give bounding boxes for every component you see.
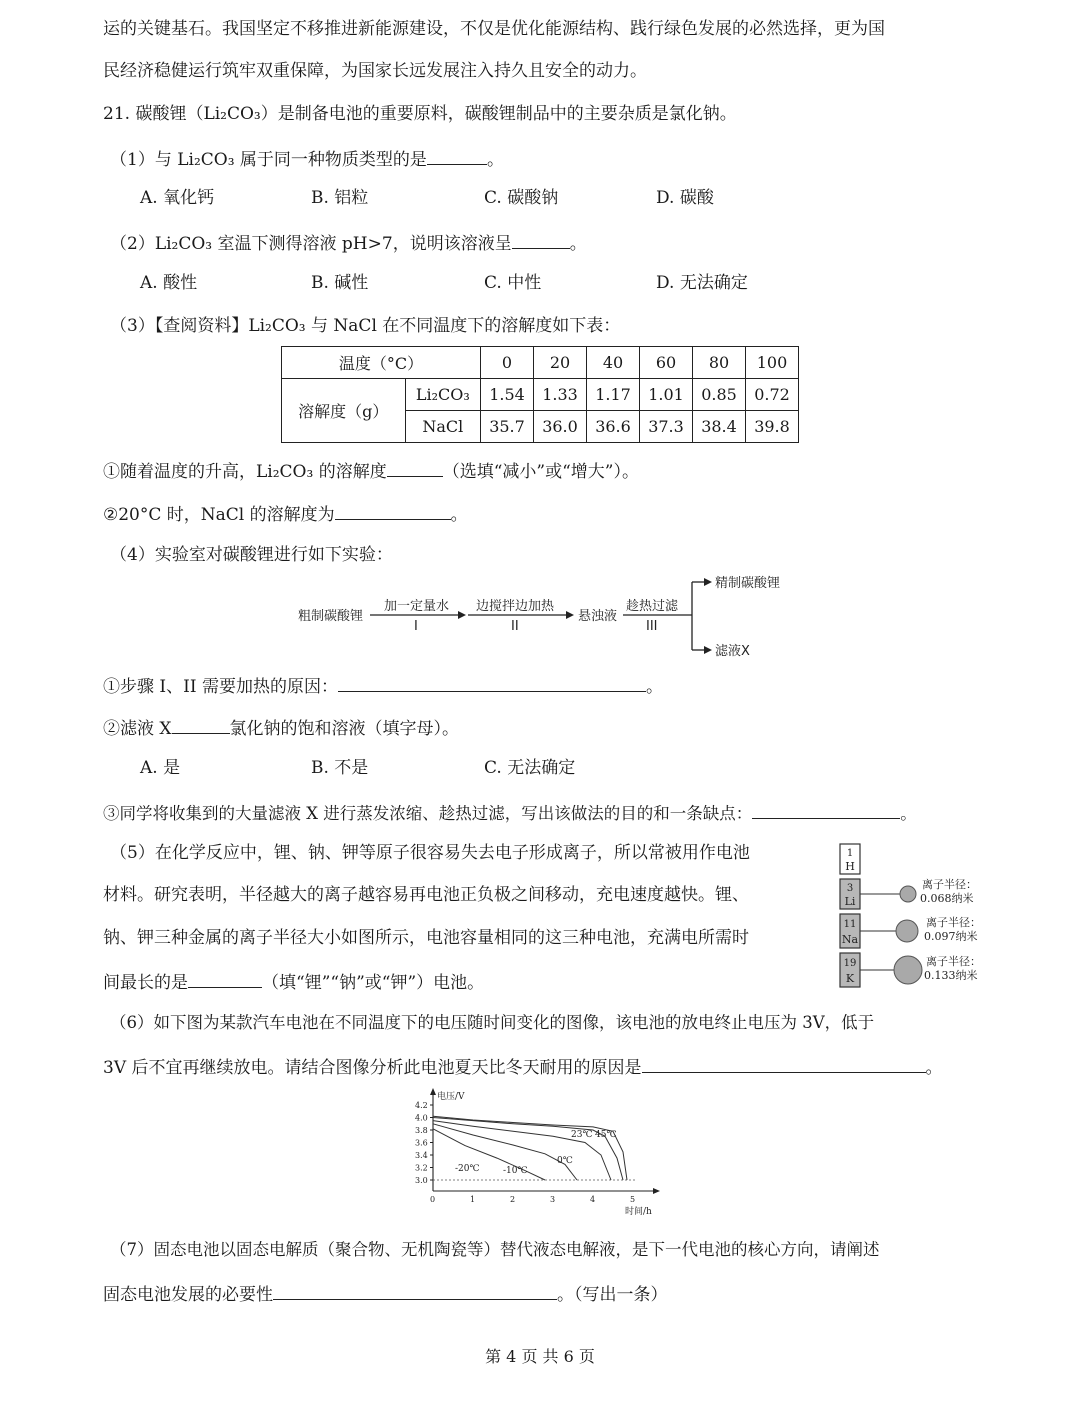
- value-cell: 1.17: [587, 379, 640, 411]
- q21-p5-line1: （5）在化学反应中，锂、钠、钾等原子很容易失去电子形成离子，所以常被用作电池: [110, 843, 750, 863]
- answer-blank-p3-2[interactable]: [335, 501, 451, 520]
- q21-p3-intro: （3）【查阅资料】Li₂CO₃ 与 NaCl 在不同温度下的溶解度如下表：: [110, 316, 621, 336]
- value-cell: 35.7: [481, 411, 534, 443]
- p4-option-c[interactable]: C. 无法确定: [484, 758, 576, 778]
- answer-blank-p4-1[interactable]: [338, 673, 646, 692]
- q21-p4-q1: ①步骤 I、II 需要加热的原因： 。: [103, 673, 663, 698]
- q21-p6-line1: （6）如下图为某款汽车电池在不同温度下的电压随时间变化的图像，该电池的放电终止电压为 3V，低于: [110, 1013, 875, 1032]
- element-k-symbol: K: [845, 972, 855, 985]
- na-ion-circle: [896, 920, 918, 942]
- flow-out-top: 精制碳酸锂: [715, 576, 781, 591]
- answer-blank-p7[interactable]: [273, 1281, 557, 1300]
- q21-p7-line2: 固态电池发展的必要性 。（写出一条）: [103, 1281, 668, 1306]
- answer-blank-p4-3[interactable]: [752, 800, 900, 819]
- value-cell: 39.8: [746, 411, 799, 443]
- answer-blank-p4-2[interactable]: [172, 715, 230, 734]
- k-radius-value: 0.133纳米: [924, 969, 978, 982]
- answer-blank-p2[interactable]: [512, 230, 570, 249]
- value-cell: 1.01: [640, 379, 693, 411]
- flow-step2-num: II: [511, 619, 519, 634]
- q21-stem: 21. 碳酸锂（Li₂CO₃）是制备电池的重要原料，碳酸锂制品中的主要杂质是氯化钠。: [103, 104, 737, 124]
- table-row: [282, 379, 799, 411]
- flow-middle: 悬浊液: [578, 609, 618, 624]
- x-tick-label: 0: [430, 1195, 436, 1204]
- na-radius-label: 离子半径：: [926, 916, 981, 929]
- q21-p3-q2: ②20°C 时，NaCl 的溶解度为 。: [103, 501, 468, 526]
- flow-start: 粗制碳酸锂: [298, 609, 364, 624]
- series-line-4: [433, 1129, 545, 1180]
- q21-p7-line1: （7）固态电池以固态电解质（聚合物、无机陶瓷等）替代液态电解液，是下一代电池的核心方向，请阐述: [110, 1240, 880, 1259]
- li-radius-value: 0.068纳米: [920, 892, 974, 905]
- p1-option-a[interactable]: A. 氧化钙: [140, 188, 215, 208]
- value-cell: 36.0: [534, 411, 587, 443]
- ion-radius-diagram: [838, 842, 1028, 992]
- flow-step1-label: 加一定量水: [384, 599, 450, 614]
- y-tick-label: 3.4: [415, 1151, 428, 1160]
- q21-p5-line3: 钠、钾三种金属的离子半径大小如图所示，电池容量相同的这三种电池，充满电所需时: [103, 928, 749, 948]
- flow-out-bottom: 滤液X: [715, 644, 750, 659]
- x-tick-label: 4: [590, 1195, 596, 1204]
- q21-p6-line2: 3V 后不宜再继续放电。请结合图像分析此电池夏天比冬天耐用的原因是 。: [103, 1054, 943, 1079]
- q21-p5-line2: 材料。研究表明，半径越大的离子越容易再电池正负极之间移动，充电速度越快。锂、: [103, 885, 749, 905]
- y-tick-label: 3.0: [415, 1176, 428, 1185]
- answer-blank-p5[interactable]: [188, 969, 262, 988]
- element-na-symbol: Na: [841, 933, 859, 946]
- p1-option-b[interactable]: B. 铝粒: [311, 188, 369, 208]
- series-label-minus10c: -10℃: [503, 1166, 528, 1176]
- y-axis-label: 电压/V: [437, 1092, 465, 1102]
- y-tick-label: 4.0: [415, 1113, 428, 1123]
- value-cell: 38.4: [693, 411, 746, 443]
- experiment-flowchart: [290, 570, 790, 662]
- temp-cell: 40: [587, 347, 640, 379]
- element-k-number: 19: [843, 958, 857, 969]
- temp-cell: 60: [640, 347, 693, 379]
- solubility-label: 溶解度（g）: [282, 379, 406, 443]
- row-name: NaCl: [405, 411, 480, 443]
- value-cell: 37.3: [640, 411, 693, 443]
- element-h-number: 1: [846, 848, 854, 859]
- p2-option-b[interactable]: B. 碱性: [311, 273, 369, 293]
- p2-option-c[interactable]: C. 中性: [484, 273, 542, 293]
- p4-option-a[interactable]: A. 是: [140, 758, 181, 778]
- k-ion-circle: [894, 956, 922, 984]
- x-axis-label: 时间/h: [625, 1207, 652, 1217]
- y-tick-label: 3.2: [415, 1163, 428, 1173]
- p4-option-b[interactable]: B. 不是: [311, 758, 369, 778]
- value-cell: 0.85: [693, 379, 746, 411]
- element-li-number: 3: [846, 883, 854, 894]
- p2-option-a[interactable]: A. 酸性: [140, 273, 198, 293]
- flow-step1-num: I: [414, 619, 418, 634]
- series-label-45c: 45℃: [595, 1130, 617, 1140]
- intro-line-2: 民经济稳健运行筑牢双重保障，为国家长远发展注入持久且安全的动力。: [103, 61, 647, 81]
- series-label-minus20c: -20℃: [455, 1164, 480, 1174]
- flow-step3-label: 趁热过滤: [626, 599, 679, 614]
- series-label-23c: 23℃: [571, 1130, 593, 1140]
- temp-cell: 100: [746, 347, 799, 379]
- answer-blank-p6[interactable]: [642, 1054, 926, 1073]
- li-ion-circle: [900, 886, 916, 902]
- element-h-symbol: H: [845, 860, 855, 873]
- li-radius-label: 离子半径：: [922, 878, 977, 891]
- q21-p1-question: （1）与 Li₂CO₃ 属于同一种物质类型的是 。: [110, 146, 504, 171]
- table-row: [282, 347, 799, 379]
- temp-cell: 0: [481, 347, 534, 379]
- y-tick-label: 3.6: [415, 1138, 428, 1148]
- k-radius-label: 离子半径：: [926, 955, 981, 968]
- p1-option-d[interactable]: D. 碳酸: [656, 188, 714, 208]
- value-cell: 1.54: [481, 379, 534, 411]
- flow-step3-num: III: [646, 619, 658, 634]
- row-name: Li₂CO₃: [405, 379, 480, 411]
- y-tick-label: 3.8: [415, 1126, 428, 1135]
- series-label-0c: 0℃: [557, 1156, 573, 1166]
- element-na-number: 11: [843, 919, 857, 930]
- p1-option-c[interactable]: C. 碳酸钠: [484, 188, 559, 208]
- q21-p5-line4: 间最长的是 （填“锂”“钠”或“钾”）电池。: [103, 969, 484, 994]
- solubility-table: [281, 346, 799, 443]
- na-radius-value: 0.097纳米: [924, 930, 978, 943]
- page-footer: 第 4 页 共 6 页: [485, 1347, 595, 1366]
- intro-line-1: 运的关键基石。我国坚定不移推进新能源建设，不仅是优化能源结构、践行绿色发展的必然选择，更为国: [103, 19, 885, 39]
- p2-option-d[interactable]: D. 无法确定: [656, 273, 748, 293]
- value-cell: 1.33: [534, 379, 587, 411]
- q21-p4-intro: （4）实验室对碳酸锂进行如下实验：: [110, 545, 393, 565]
- temp-header: 温度（°C）: [282, 347, 481, 379]
- x-tick-label: 2: [510, 1195, 516, 1204]
- answer-blank-p3-1[interactable]: [387, 458, 443, 477]
- q21-p4-q3: ③同学将收集到的大量滤液 X 进行蒸发浓缩、趁热过滤，写出该做法的目的和一条缺点： 。: [103, 800, 917, 825]
- x-tick-label: 3: [550, 1195, 556, 1204]
- element-li-symbol: Li: [844, 895, 856, 908]
- temp-cell: 20: [534, 347, 587, 379]
- y-tick-label: 4.2: [415, 1101, 428, 1110]
- value-cell: 36.6: [587, 411, 640, 443]
- x-tick-label: 1: [470, 1195, 476, 1204]
- q21-p2-question: （2）Li₂CO₃ 室温下测得溶液 pH>7，说明该溶液呈 。: [110, 230, 587, 255]
- q21-p4-q2: ②滤液 X 氯化钠的饱和溶液（填字母）。: [103, 715, 459, 740]
- q21-p3-q1: ①随着温度的升高，Li₂CO₃ 的溶解度 （选填“减小”或“增大”）。: [103, 458, 639, 483]
- flow-step2-label: 边搅拌边加热: [476, 599, 555, 614]
- voltage-chart: [405, 1087, 675, 1219]
- x-tick-label: 5: [630, 1195, 636, 1204]
- temp-cell: 80: [693, 347, 746, 379]
- value-cell: 0.72: [746, 379, 799, 411]
- answer-blank-p1[interactable]: [427, 146, 487, 165]
